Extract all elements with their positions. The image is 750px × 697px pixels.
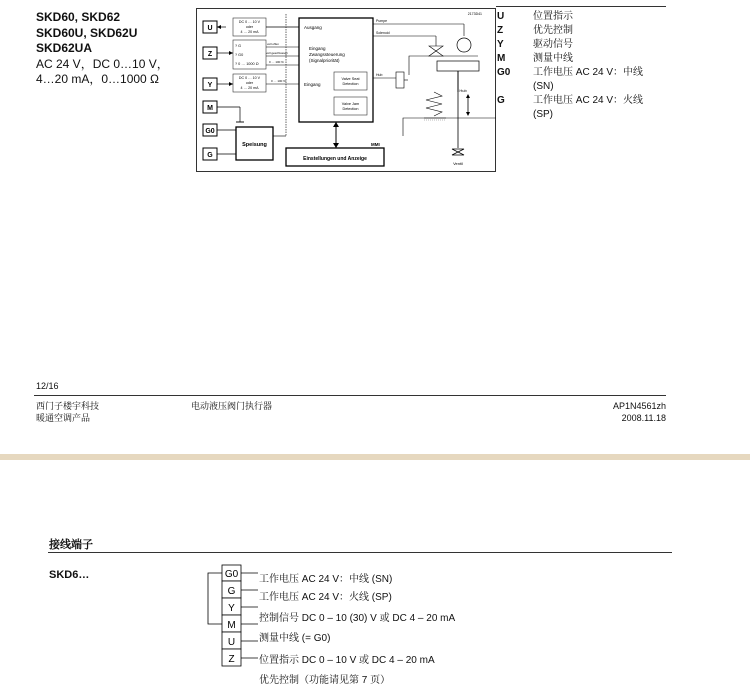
legend-row	[497, 94, 653, 122]
page-separator	[0, 454, 750, 460]
company-line: 西门子楼宇科技	[36, 401, 100, 411]
doc-code: AP1N4561zh	[612, 401, 666, 411]
z-label: 0 … 100 %	[269, 60, 284, 64]
spec-line: AC 24 V，DC 0…10 V，	[36, 56, 169, 71]
legend-desc: 测量中线	[533, 53, 573, 64]
strip-terminal: U	[227, 637, 236, 648]
legend-desc: 优先控制	[533, 25, 573, 36]
speisung-label: Speisung	[242, 142, 267, 148]
valve-seat-box	[334, 72, 367, 90]
model-line: SKD60, SKD62	[36, 10, 121, 24]
legend-row	[497, 24, 653, 38]
terminal-label-u: U	[207, 25, 213, 32]
pumpe-label: Pumpe	[376, 19, 388, 23]
terminal-desc: 优先控制（功能请见第 7 页）	[259, 675, 391, 686]
legend-key: M	[497, 53, 506, 64]
eingang-label: Eingang	[304, 82, 321, 87]
valve-jam-label: Valve Jam	[341, 102, 360, 106]
valve-seat-label: Valve Seat	[341, 77, 360, 81]
legend-key: G	[497, 95, 505, 106]
strip-terminal: Y	[228, 603, 235, 614]
terminal-label-z: Z	[207, 51, 213, 58]
section-rule	[48, 552, 672, 553]
legend-key: Z	[497, 25, 504, 36]
model-list	[36, 10, 169, 88]
u-signal-line: 4 … 20 mA	[240, 30, 259, 34]
terminal-label-y: Y	[207, 82, 213, 89]
y-signal-line: DC 0 … 10 V	[238, 76, 261, 80]
y-signal-line: oder	[245, 81, 254, 85]
legend	[497, 10, 653, 122]
legend-top-rule	[496, 6, 666, 7]
valve-seat-label: Detection	[342, 82, 359, 86]
u-signal-line: DC 0 … 10 V	[238, 20, 261, 24]
legend-desc: 工作电压 AC 24 V：中线 (SN)	[533, 67, 644, 92]
settings-label: Einstellungen und Anzeige	[303, 156, 367, 162]
z-label: voll offen	[267, 42, 279, 46]
strip-terminal: G	[227, 586, 236, 597]
model-label: SKD6…	[49, 569, 90, 581]
ventil-label: Ventil	[453, 161, 463, 166]
legend-row	[497, 52, 653, 66]
hub-label: Hub	[459, 88, 467, 93]
model-line: SKD60U, SKD62U	[36, 25, 138, 40]
legend-key: Y	[497, 39, 504, 50]
mmi-label: MMI	[371, 142, 380, 147]
strip-terminal: M	[227, 620, 236, 631]
legend-row	[497, 38, 653, 52]
strip-terminal: G0	[224, 569, 239, 580]
footer-company	[36, 400, 99, 424]
terminal-desc: 工作电压 AC 24 V：火线 (SP)	[259, 592, 392, 603]
diagram-code: 2173D41	[467, 12, 482, 16]
doc-date: 2008.11.18	[621, 413, 666, 423]
legend-row	[497, 10, 653, 24]
footer-doc-info	[613, 400, 666, 424]
legend-desc: 位置指示	[533, 11, 573, 22]
legend-key: U	[497, 11, 505, 22]
terminal-desc: 位置指示 DC 0 – 10 V 或 DC 4 – 20 mA	[259, 655, 435, 666]
valve-jam-label: Detection	[342, 107, 359, 111]
footer-doc-title: 电动液压阀门执行器	[191, 401, 273, 411]
model-line: SKD62UA	[36, 41, 93, 55]
eingang-z-line: Eingang	[309, 46, 326, 51]
eingang-z-line: Zwangssteuerung	[309, 52, 345, 57]
z-option: ? G0	[235, 53, 244, 57]
legend-desc: 工作电压 AC 24 V：火线 (SP)	[533, 95, 644, 120]
legend-row	[497, 66, 653, 94]
spec-line: 4…20 mA，0…1000 Ω	[36, 72, 160, 86]
u-signal-line: oder	[245, 25, 254, 29]
terminal-label-g: G	[207, 152, 213, 159]
company-line: 暖通空调产品	[36, 413, 91, 423]
solenoid-label: Solenoid	[376, 31, 390, 35]
page-number: 12/16	[36, 381, 59, 391]
z-option: ? G	[235, 44, 242, 48]
z-option: ? 0 … 1000 Ω	[235, 62, 259, 66]
terminal-label-m: M	[207, 105, 213, 112]
y-signal-line: 4 … 20 mA	[240, 86, 259, 90]
terminal-label-g0: G0	[205, 128, 215, 135]
terminal-strip	[204, 563, 260, 695]
eingang-z-line: (Signalpriorität)	[309, 58, 340, 63]
legend-key: G0	[497, 67, 511, 78]
ausgang-label: Ausgang	[304, 25, 322, 30]
z-label: voll geschlossen	[266, 51, 289, 55]
block-diagram	[196, 8, 496, 172]
valve-jam-box	[334, 97, 367, 115]
terminal-desc: 工作电压 AC 24 V：中线 (SN)	[259, 574, 393, 585]
legend-desc: 驱动信号	[533, 39, 573, 50]
footer-rule	[34, 395, 666, 396]
y-label: 0 … 100 %	[271, 79, 286, 83]
terminal-desc: 控制信号 DC 0 – 10 (30) V 或 DC 4 – 20 mA	[259, 613, 456, 624]
terminal-desc: 测量中线 (= G0)	[259, 633, 331, 644]
strip-terminal: Z	[228, 654, 235, 665]
section-title: 接线端子	[49, 539, 93, 551]
hub-small-label-2: Hub	[376, 73, 383, 77]
